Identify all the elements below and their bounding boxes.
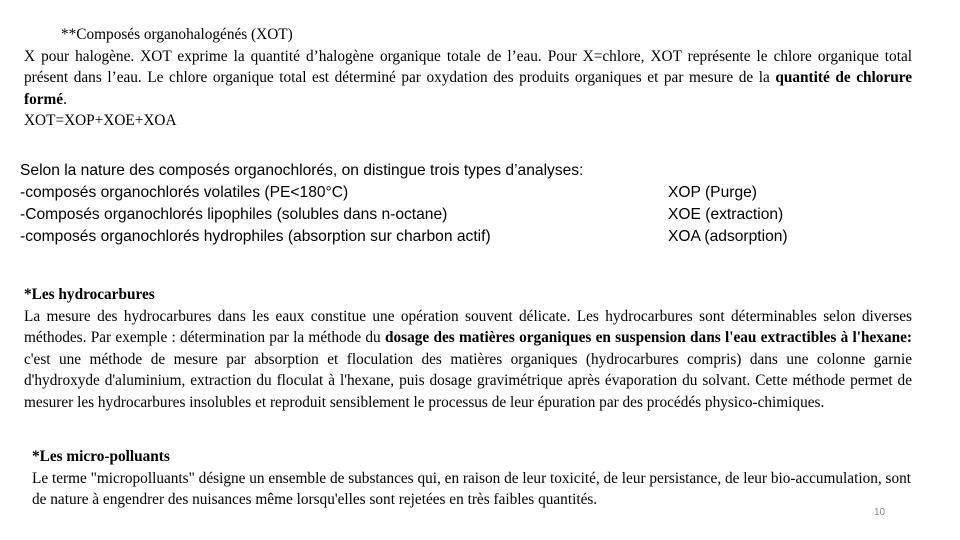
hydrocarbures-paragraph-end: c'est une méthode de mesure par absorption et floculation des matières organiques (hydrocarbures compris) dans une colonne garnie d'hydroxyde d'aluminium, extraction du floculat à l'hexane, puis dosage gravimétrique après évaporation du solvant. Cette méthode permet de mesurer les hydrocarbures insolubles et reproduit sensiblement le processus de leur épuration par des procédés physico-chimiques. bbox=[24, 350, 912, 411]
analysis-row-type: XOE (extraction) bbox=[668, 206, 784, 223]
analysis-row bbox=[20, 226, 920, 248]
analysis-row bbox=[20, 204, 920, 226]
micropolluants-paragraph: Le terme "micropolluants" désigne un ensemble de substances qui, en raison de leur toxicité, de leur persistance, de leur bio-accumulation, sont de nature à engendrer des nuisances même lorsqu'elles sont rejetées en très faibles quantités. bbox=[32, 469, 912, 508]
hydrocarbures-paragraph-text: La mesure des hydrocarbures dans les eaux constitue une opération souvent délicate. Les hydrocarbures sont déterminables selon diverses méthodes. Par exemple : détermination par la méthode du bbox=[24, 307, 912, 346]
analysis-row-type: XOP (Purge) bbox=[668, 184, 757, 201]
analysis-row-label: -composés organochlorés volatiles (PE<180°C) bbox=[20, 184, 349, 201]
micropolluants-title-text: *Les micro-polluants bbox=[32, 448, 170, 465]
analysis-row-type: XOA (adsorption) bbox=[668, 228, 788, 245]
hydrocarbures-title-text: *Les hydrocarbures bbox=[24, 286, 155, 303]
analyses-intro: Selon la nature des composés organochlorés, on distingue trois types d’analyses: bbox=[20, 162, 584, 179]
xot-paragraph-end: . bbox=[63, 90, 67, 108]
hydrocarbures-title bbox=[24, 284, 912, 306]
hydrocarbures-paragraph-bold: dosage des matières organiques en suspension dans l'eau extractibles à l'hexane: bbox=[384, 329, 912, 346]
xot-section bbox=[24, 24, 912, 132]
hydrocarbures-section bbox=[24, 284, 912, 413]
analysis-row bbox=[20, 182, 920, 204]
page-number: 10 bbox=[874, 507, 886, 518]
hydrocarbures-paragraph bbox=[24, 306, 912, 414]
xot-formula: XOT=XOP+XOE+XOA bbox=[24, 112, 177, 129]
analysis-row-label: -composés organochlorés hydrophiles (absorption sur charbon actif) bbox=[20, 228, 491, 245]
micropolluants-section bbox=[32, 446, 912, 511]
micropolluants-title bbox=[32, 446, 912, 468]
xot-paragraph-bold: quantité de chlorure formé bbox=[24, 69, 913, 108]
analyses-section bbox=[20, 160, 920, 248]
xot-paragraph-text: X pour halogène. XOT exprime la quantité d’halogène organique totale de l’eau. Pour X=chlore, XOT représente le chlore organique total présent dans l’eau. Le chlore organique total est déterminé par oxydation des produits organiques et par mesure de la bbox=[24, 47, 912, 86]
xot-title: **Composés organohalogénés (XOT) bbox=[61, 26, 293, 43]
analysis-row-label: -Composés organochlorés lipophiles (solubles dans n-octane) bbox=[20, 206, 448, 223]
xot-paragraph bbox=[24, 46, 912, 111]
